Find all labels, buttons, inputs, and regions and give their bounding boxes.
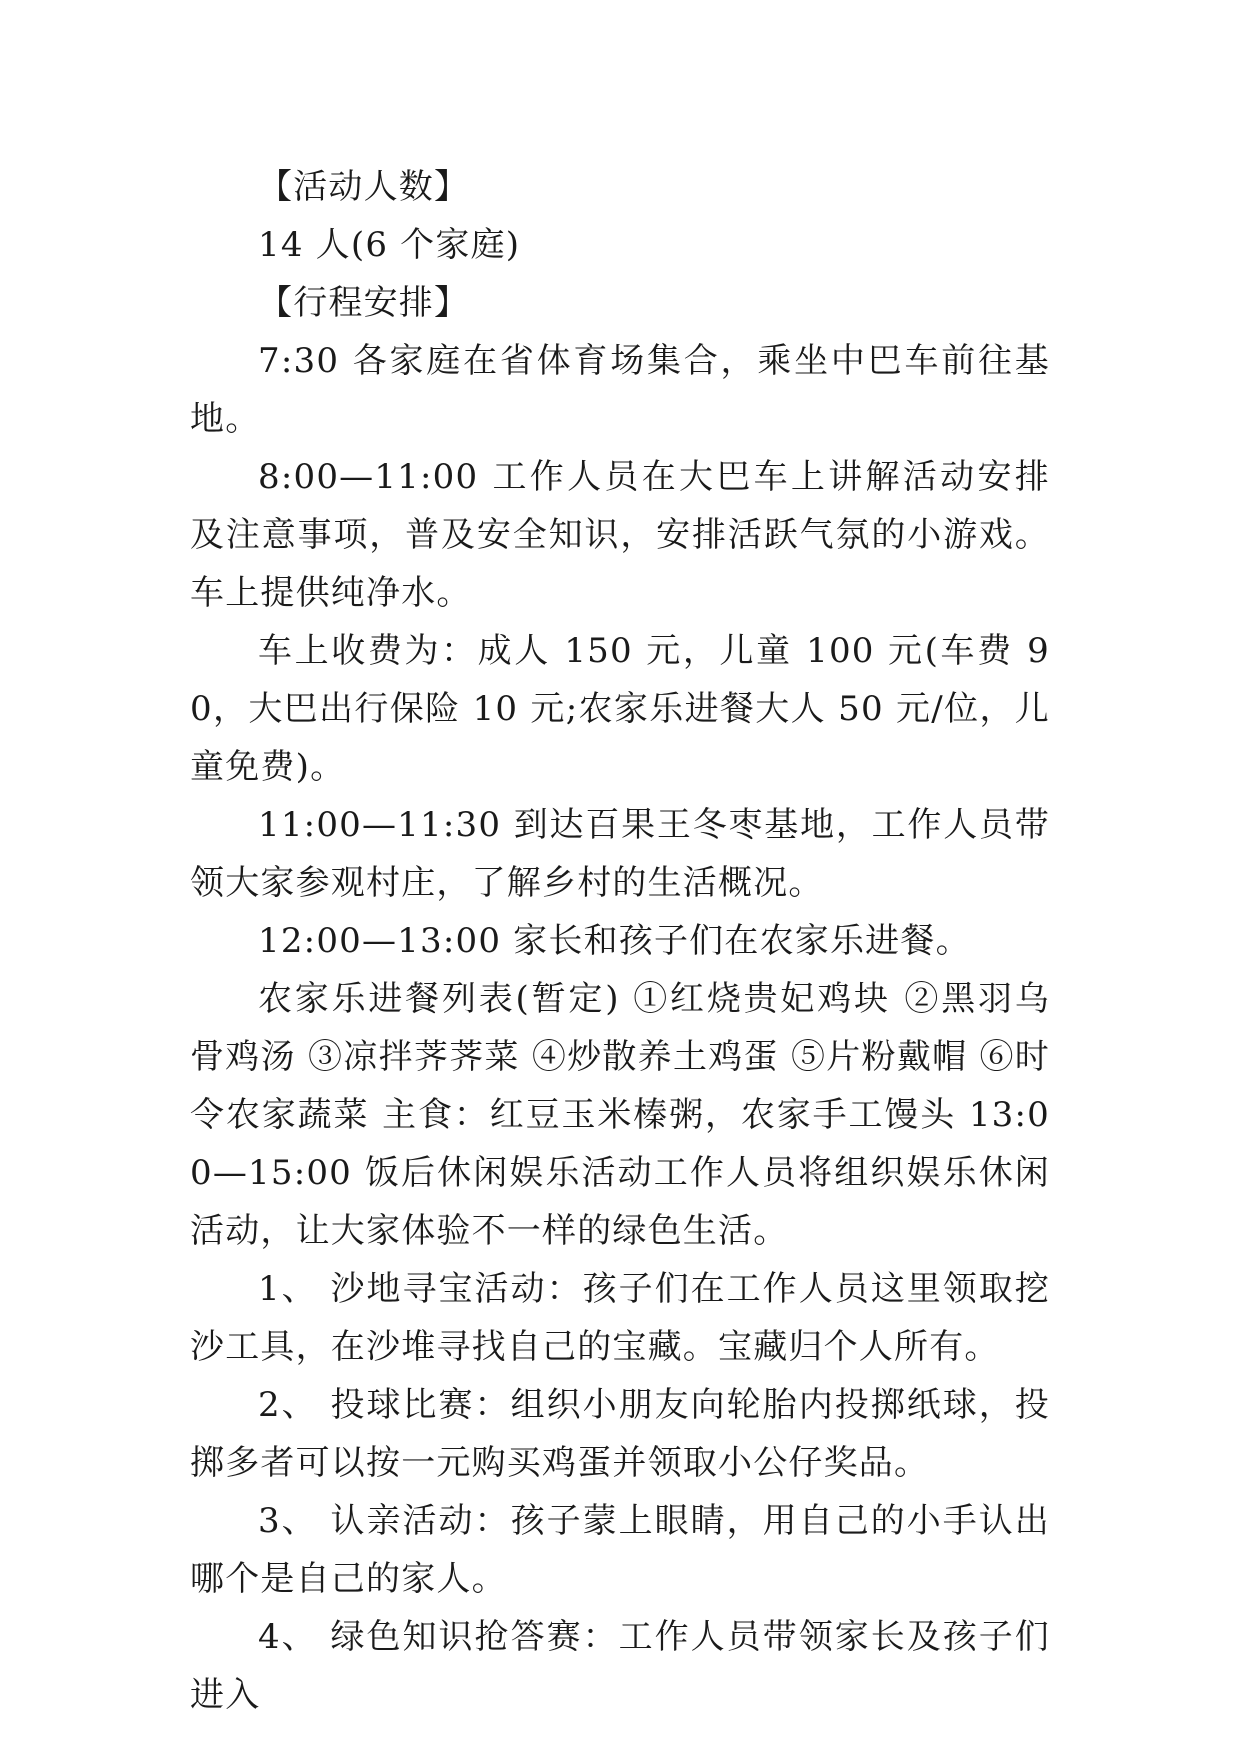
activity-item-4: 4、 绿色知识抢答赛：工作人员带领家长及孩子们进入 [190,1617,1050,1715]
participants-count: 14 人(6 个家庭) [258,225,521,265]
section-heading-schedule: 【行程安排】 [258,283,470,323]
schedule-1200: 12:00—13:00 家长和孩子们在农家乐进餐。 [258,921,971,961]
schedule-0730: 7:30 各家庭在省体育场集合，乘坐中巴车前往基地。 [190,341,1050,439]
activity-item-3: 3、 认亲活动：孩子蒙上眼睛，用自己的小手认出哪个是自己的家人。 [190,1501,1050,1599]
fees-paragraph: 车上收费为：成人 150 元，儿童 100 元(车费 90，大巴出行保险 10 元;农家乐进餐大人 50 元/位，儿童免费)。 [190,631,1050,787]
activity-item-1: 1、 沙地寻宝活动：孩子们在工作人员这里领取挖沙工具，在沙堆寻找自己的宝藏。宝藏归个人所有。 [190,1269,1050,1367]
schedule-1100: 11:00—11:30 到达百果王冬枣基地，工作人员带领大家参观村庄，了解乡村的生活概况。 [190,805,1050,903]
section-heading-participants: 【活动人数】 [258,167,470,207]
menu-paragraph: 农家乐进餐列表(暂定) ①红烧贵妃鸡块 ②黑羽乌骨鸡汤 ③凉拌荠荠菜 ④炒散养土鸡蛋 ⑤片粉戴帽 ⑥时令农家蔬菜 主食：红豆玉米榛粥，农家手工馒头 13:00—15:00 饭后休闲娱乐活动工作人员将组织娱乐休闲活动，让大家体验不一样的绿色生活。 [190,979,1050,1251]
schedule-0800: 8:00—11:00 工作人员在大巴车上讲解活动安排及注意事项，普及安全知识，安排活跃气氛的小游戏。车上提供纯净水。 [190,457,1050,613]
document-body [190,158,1050,1724]
activity-item-2: 2、 投球比赛：组织小朋友向轮胎内投掷纸球，投掷多者可以按一元购买鸡蛋并领取小公仔奖品。 [190,1385,1050,1483]
